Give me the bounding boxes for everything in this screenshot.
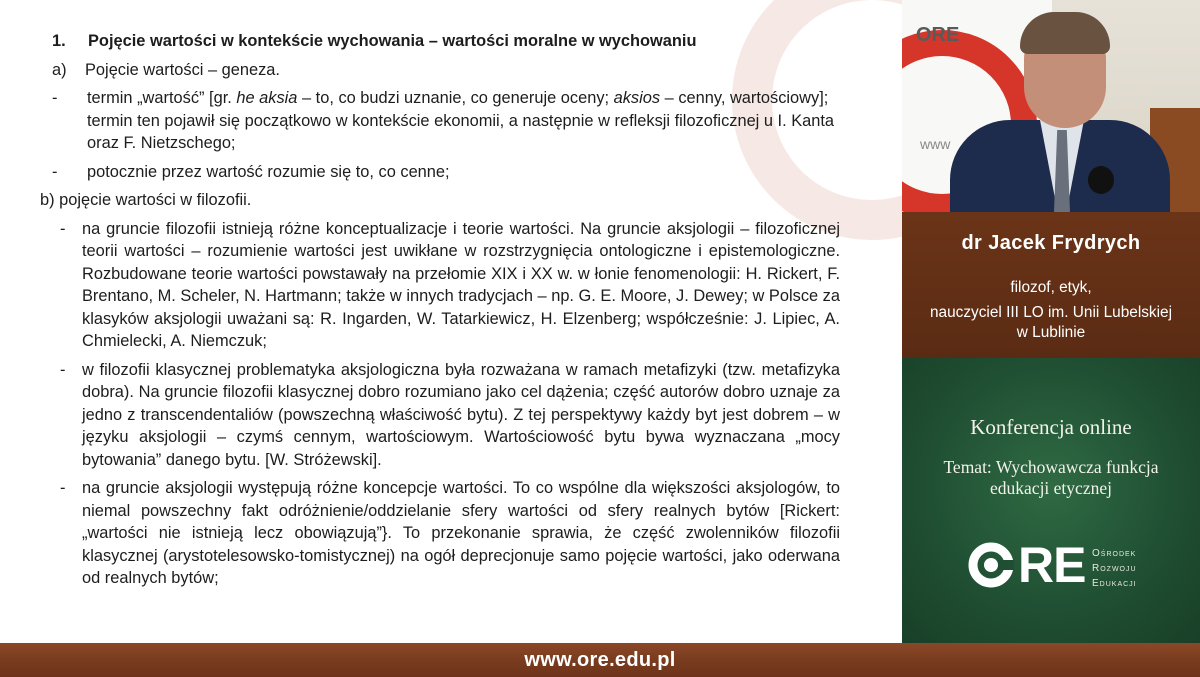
section-a-text: Pojęcie wartości – geneza.	[85, 60, 280, 79]
point-1-part2: – to, co budzi uznanie, co generuje oceny;	[297, 89, 614, 107]
b-point-1-text: na gruncie filozofii istnieją różne konceptualizacje i teorie wartości. Na gruncie aksjologii – filozoficznej teorii wartości – rozumienie wartości jest uwikłane w rozstrzygnięcia ontologiczne i epistemologiczne. Rozbudowane teorie wartości powstawały na przełomie XIX i XX w. w łonie fenomenologii: H. Rickert, F. Brentano, M. Scheler, N. Hartmann; także w innych tradycjach – np. G. E. Moore, J. Dewey; w Polsce za klasyków aksjologii uważani są: R. Ingarden, W. Tatarkiewicz, H. Elzenberg; współcześnie: J. Lipiec, A. Chmielecki, A. Niemczuk;	[82, 219, 840, 350]
speaker-hair	[1020, 12, 1110, 54]
point-2	[40, 161, 840, 184]
b-point-1-mark: -	[60, 219, 66, 238]
conference-board	[902, 358, 1200, 643]
b-point-3	[40, 477, 840, 590]
ore-sub-1: Ośrodek	[1092, 548, 1137, 559]
ore-logo-o-icon	[968, 542, 1014, 588]
point-2-text: potocznie przez wartość rozumie się to, co cenne;	[87, 162, 450, 181]
ore-sub-2: Rozwoju	[1092, 563, 1137, 574]
speaker-video	[940, 0, 1170, 212]
banner-www: www	[920, 136, 951, 152]
section-b	[40, 189, 840, 212]
slide-content	[40, 30, 840, 596]
heading-number: 1.	[52, 32, 66, 50]
point-1-text	[87, 87, 840, 155]
b-point-1	[40, 218, 840, 353]
speaker-desc-line2: nauczyciel III LO im. Unii Lubelskiej	[929, 304, 1173, 321]
speaker-nameplate	[902, 212, 1200, 358]
ore-logo-subtitle	[1092, 546, 1137, 591]
ore-sub-3: Edukacji	[1092, 578, 1137, 589]
right-panel	[902, 0, 1200, 643]
webcam-feed	[902, 0, 1200, 212]
b-point-3-text: na gruncie aksjologii występują różne koncepcje wartości. To co wspólne dla większości aksjologów, to niemal powszechny fakt odróżnienie/oddzielanie sfery wartości od sfery realnych bytów [Rickert: „wartości nie istnieją lecz obowiązują”}. To przekonanie sprawia, że część zwolenników filozofii klasycznej (arystotelesowsko-tomistycznej) na ogół deprecjonuje samo pojęcie wartości, jako oderwana od realnych bytów;	[82, 479, 840, 587]
point-1-part3: – cenny, wartościowy]; termin ten pojawił się początkowo w kontekście ekonomii, a następnie w refleksji filozoficznej u I. Kanta oraz F. Nietzschego;	[87, 89, 835, 152]
topic-line-1: Temat: Wychowawcza funkcja	[943, 457, 1159, 477]
banner-logo: ORE	[916, 24, 960, 46]
point-1-em1: he aksia	[236, 89, 298, 107]
b-point-3-mark: -	[60, 479, 66, 497]
ore-logo	[968, 537, 1148, 593]
topic-line-2: edukacji etycznej	[990, 478, 1112, 498]
speaker-name: dr Jacek Frydrych	[961, 232, 1141, 254]
microphone-icon	[1088, 166, 1114, 194]
ore-logo-text: RE	[1018, 537, 1086, 593]
section-a	[40, 59, 840, 82]
section-a-mark: a)	[52, 60, 67, 79]
footer-url[interactable]: www.ore.edu.pl	[524, 649, 676, 671]
footer-bar	[0, 643, 1200, 677]
speaker-description	[902, 275, 1200, 343]
point-1-mark: -	[52, 89, 58, 107]
b-point-2-mark: -	[60, 360, 66, 379]
point-1	[40, 87, 840, 155]
point-1-em2: aksios	[613, 89, 661, 107]
slide-heading	[40, 30, 840, 53]
speaker-desc-line1: filozof, etyk,	[1010, 279, 1092, 296]
b-point-2	[40, 359, 840, 472]
section-b-text: b) pojęcie wartości w filozofii.	[40, 191, 252, 209]
heading-text: Pojęcie wartości w kontekście wychowania – wartości moralne w wychowaniu	[88, 32, 697, 50]
b-point-2-text: w filozofii klasycznej problematyka aksjologiczna była rozważana w ramach metafizyki (tzw. metafizyka dobra). Na gruncie filozofii klasycznej dobro rozumiano jako cel dążenia; część autorów dobro uznaje za jedno z transcendentaliów (powszechną właściwość bytu). Z tej perspektywy każdy byt jest dobrem – w języku aksjologii – czymś cennym, wartościowym. Wartościowość bytu bywa wyznaczana „mocy bytowania” danego bytu. [W. Stróżewski].	[82, 360, 840, 469]
speaker-desc-line3: w Lublinie	[1016, 324, 1086, 341]
point-2-mark: -	[52, 162, 58, 181]
point-1-part1: termin „wartość” [gr.	[87, 89, 237, 107]
conference-topic	[922, 457, 1180, 499]
conference-title: Konferencja online	[970, 415, 1132, 439]
